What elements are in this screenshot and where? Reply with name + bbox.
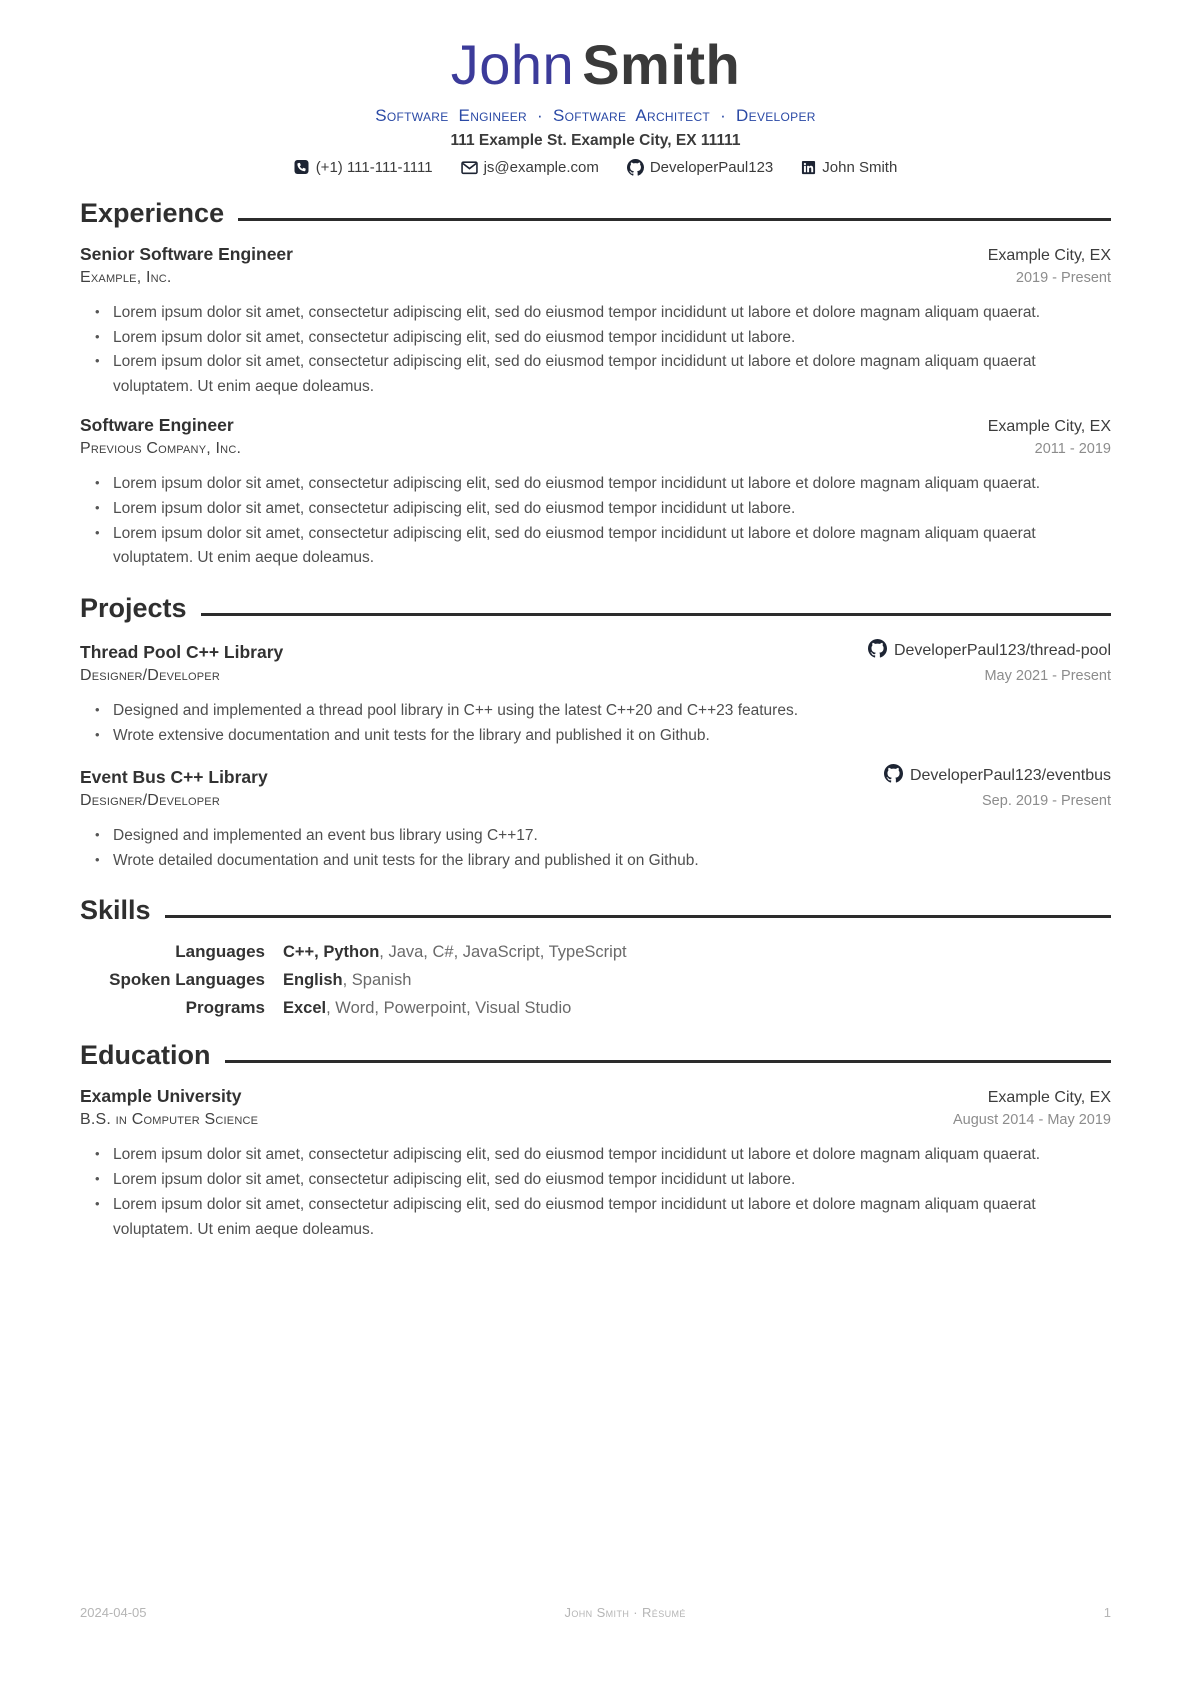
bullet-item: • Lorem ipsum dolor sit amet, consectetur adipiscing elit, sed do eiusmod tempor incididunt ut labore. [80,1168,1111,1193]
bullet-item: • Wrote extensive documentation and unit tests for the library and published it on Github. [80,724,1111,749]
experience-entry [80,244,1111,400]
bullet-item: • Lorem ipsum dolor sit amet, consectetur adipiscing elit, sed do eiusmod tempor incididunt ut labore et dolore magnam aliquam quaerat voluptatem. Ut enim aeque doleamus. [80,1193,1111,1243]
bullet-item: • Designed and implemented a thread pool library in C++ using the latest C++20 and C++23 features. [80,699,1111,724]
section-experience [80,198,1111,571]
job-location: Example City, EX [987,246,1111,264]
project-entry [80,764,1111,874]
footer-date: 2024-04-05 [80,1605,147,1620]
skills-table [80,942,1111,1018]
project-dates: Sep. 2019 - Present [982,792,1111,809]
job-dates: 2011 - 2019 [1034,440,1111,457]
project-bullet-list [80,699,1111,749]
bullet-item: • Lorem ipsum dolor sit amet, consectetur adipiscing elit, sed do eiusmod tempor incididunt ut labore et dolore magnam aliquam quaerat. [80,1143,1111,1168]
project-entry [80,639,1111,749]
section-rule [165,915,1111,918]
degree: B.S. in Computer Science [80,1111,259,1129]
page-footer [0,1605,1191,1620]
phone-text: (+1) 111-111-1111 [315,158,433,176]
full-name [80,34,1111,97]
contact-row [80,159,1111,176]
footer-page-number: 1 [1103,1605,1111,1620]
section-skills [80,895,1111,1018]
experience-entry [80,415,1111,571]
skills-heading-row [80,895,1111,926]
experience-heading: Experience [80,197,225,228]
linkedin-icon [801,160,816,175]
linkedin-text: John Smith [822,158,898,176]
experience-heading-row [80,198,1111,229]
project-repo-link[interactable] [884,764,1111,788]
bullet-item: • Lorem ipsum dolor sit amet, consectetur adipiscing elit, sed do eiusmod tempor incididunt ut labore. [80,326,1111,351]
company-name: Example, Inc. [80,268,172,286]
phone-link[interactable] [294,159,433,176]
project-title: Event Bus C++ Library [80,766,268,787]
company-name: Previous Company, Inc. [80,439,242,457]
github-icon [884,764,903,788]
project-title: Thread Pool C++ Library [80,642,284,663]
phone-icon [294,159,310,175]
bullet-item: • Designed and implemented an event bus library using C++17. [80,824,1111,849]
project-repo: DeveloperPaul123/thread-pool [893,642,1111,660]
section-education [80,1040,1111,1242]
github-icon [868,639,887,663]
skill-values: English, Spanish [283,971,412,990]
first-name: John [450,33,575,96]
bullet-item: • Lorem ipsum dolor sit amet, consectetur adipiscing elit, sed do eiusmod tempor incididunt ut labore et dolore magnam aliquam quaerat voluptatem. Ut enim aeque doleamus. [80,522,1111,572]
skill-label: Spoken Languages [109,970,265,990]
bullet-item: • Wrote detailed documentation and unit tests for the library and published it on Github. [80,849,1111,874]
project-repo-link[interactable] [868,639,1111,663]
address: 111 Example St. Example City, EX 11111 [450,131,741,149]
project-role: Designer/Developer [80,791,220,809]
job-bullet-list [80,301,1111,400]
linkedin-link[interactable] [801,159,897,176]
skill-values: Excel, Word, Powerpoint, Visual Studio [283,999,572,1018]
github-username: DeveloperPaul123 [649,158,774,176]
education-dates: August 2014 - May 2019 [953,1112,1111,1129]
skill-label: Programs [185,998,265,1018]
skill-label: Languages [175,942,265,962]
project-repo: DeveloperPaul123/eventbus [909,766,1111,784]
bullet-item: • Lorem ipsum dolor sit amet, consectetur adipiscing elit, sed do eiusmod tempor incididunt ut labore et dolore magnam aliquam quaerat. [80,301,1111,326]
github-link[interactable] [627,159,773,176]
bullet-item: • Lorem ipsum dolor sit amet, consectetur adipiscing elit, sed do eiusmod tempor incididunt ut labore. [80,497,1111,522]
email-link[interactable] [461,159,599,176]
projects-heading-row [80,593,1111,624]
school-location: Example City, EX [987,1089,1111,1107]
education-heading: Education [80,1040,211,1071]
project-dates: May 2021 - Present [984,668,1111,685]
project-role: Designer/Developer [80,667,220,685]
school-name: Example University [80,1086,242,1107]
job-location: Example City, EX [987,417,1111,435]
job-title: Software Engineer [80,414,234,435]
section-rule [238,218,1111,221]
project-bullet-list [80,824,1111,874]
footer-title: John Smith · Résumé [564,1605,686,1620]
skills-heading: Skills [80,895,151,926]
tagline: Software Engineer · Software Architect · Developer [375,105,816,125]
last-name: Smith [582,33,741,96]
education-heading-row [80,1040,1111,1071]
education-entry [80,1086,1111,1242]
job-dates: 2019 - Present [1015,269,1111,286]
projects-heading: Projects [80,593,187,624]
skill-values: C++, Python, Java, C#, JavaScript, TypeScript [283,943,627,962]
section-rule [201,613,1111,616]
education-bullet-list [80,1143,1111,1242]
bullet-item: • Lorem ipsum dolor sit amet, consectetur adipiscing elit, sed do eiusmod tempor incididunt ut labore et dolore magnam aliquam quaerat voluptatem. Ut enim aeque doleamus. [80,350,1111,400]
job-title: Senior Software Engineer [80,243,293,264]
section-projects [80,593,1111,873]
github-icon [627,159,644,176]
bullet-item: • Lorem ipsum dolor sit amet, consectetur adipiscing elit, sed do eiusmod tempor incididunt ut labore et dolore magnam aliquam quaerat. [80,472,1111,497]
email-icon [461,159,478,176]
email-text: js@example.com [483,158,599,176]
job-bullet-list [80,472,1111,571]
resume-header [80,34,1111,176]
section-rule [225,1060,1111,1063]
